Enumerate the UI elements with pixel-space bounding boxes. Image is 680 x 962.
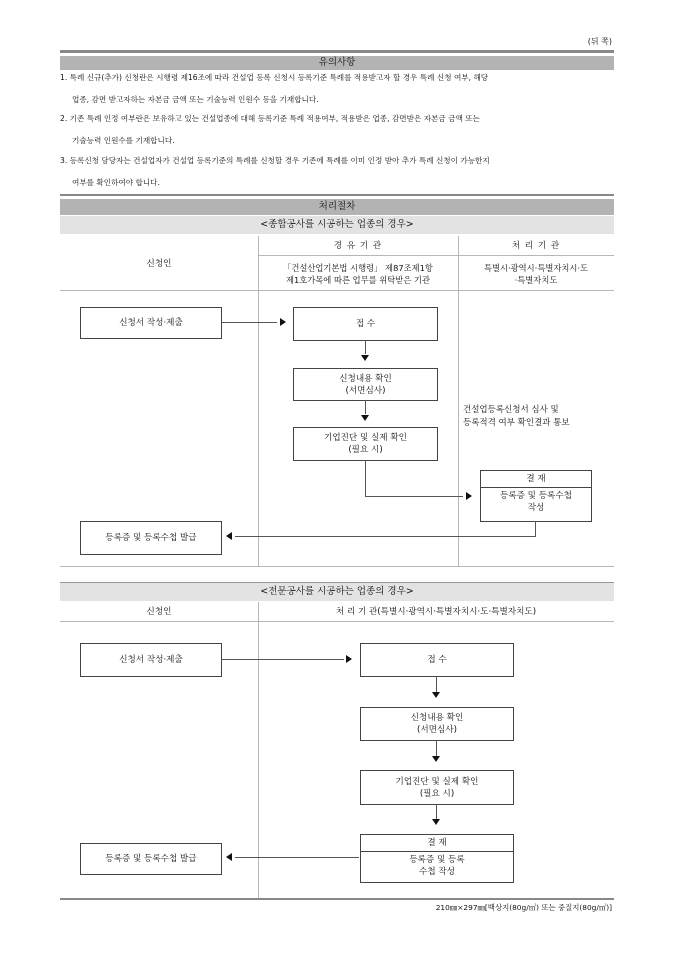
notes-bottom-rule xyxy=(60,194,614,196)
arrow-right-icon xyxy=(280,318,286,326)
general-review-box xyxy=(293,368,438,401)
specialty-header-bottom xyxy=(60,621,614,622)
note-3-line-1: 3. 등록신청 담당자는 건설업자가 건설업 등록기준의 특례를 신청할 경우 기존에 특례를 이미 인정 받아 추가 특례 신청이 가능한지 xyxy=(60,156,490,165)
arrow-down-icon xyxy=(361,415,369,421)
general-col-via-desc-line-2: 제1호가목에 따른 업무를 위탁받은 기관 xyxy=(285,275,431,285)
specialty-issue-box xyxy=(80,843,222,875)
note-2-line-2: 기술능력 인원수를 기재합니다. xyxy=(72,136,175,145)
note-1-line-1: 1. 특례 신규(추가) 신청란은 시행령 제16조에 따라 건설업 등록 신청시 등록기준 특례를 적용받고자 할 경우 특례 신청 여부, 해당 xyxy=(60,73,489,82)
arrow-right-icon xyxy=(346,655,352,663)
general-side-note-line-1: 건설업등록신청서 심사 및 xyxy=(463,405,559,415)
general-receipt-box xyxy=(293,307,438,341)
general-bottom-line xyxy=(60,566,614,567)
note-item-2 xyxy=(60,113,610,146)
general-review-label-2: (서면심사) xyxy=(345,385,386,396)
general-approval-box xyxy=(480,470,592,522)
general-connector-1 xyxy=(365,340,366,354)
specialty-submit-connector xyxy=(221,659,344,660)
general-approval-title: 결 재 xyxy=(481,471,591,488)
general-col-proc-desc-line-2: ·특별자치도 xyxy=(514,275,558,285)
general-col-proc-desc-line-1: 특별시·광역시·특별자치시·도 xyxy=(483,263,589,273)
arrow-down-icon xyxy=(432,756,440,762)
general-subtitle: <종합공사를 시공하는 업종의 경우> xyxy=(60,216,614,234)
general-receipt-label: 접 수 xyxy=(355,319,376,329)
specialty-connector-1 xyxy=(436,676,437,692)
general-issue-box xyxy=(80,521,222,555)
note-item-3 xyxy=(60,155,610,188)
specialty-review-label-1: 신청내용 확인 xyxy=(410,713,464,723)
arrow-down-icon xyxy=(432,692,440,698)
specialty-approval-box xyxy=(360,834,514,883)
general-side-note-line-2: 등록적격 여부 확인결과 통보 xyxy=(463,418,570,428)
general-connector-4 xyxy=(365,496,463,497)
general-col-via-desc-line-1: 「건설산업기본법 시행령」 제87조제1항 xyxy=(283,263,433,273)
specialty-diagnosis-label-2: (필요 시) xyxy=(419,788,455,799)
specialty-connector-3 xyxy=(436,804,437,819)
specialty-approval-sub-2: 수첩 작성 xyxy=(419,867,455,877)
general-side-note xyxy=(458,404,619,430)
general-approval-sub-1: 등록증 및 등록수첩 xyxy=(500,491,572,501)
arrow-left-icon xyxy=(226,853,232,861)
specialty-col-divider xyxy=(258,602,259,898)
general-col-applicant: 신청인 xyxy=(146,259,172,269)
general-col-proc-desc xyxy=(458,262,614,286)
specialty-diagnosis-box xyxy=(360,770,514,805)
arrow-left-icon xyxy=(226,532,232,540)
bottom-rule xyxy=(60,898,614,900)
general-diagnosis-box xyxy=(293,427,438,461)
general-connector-5 xyxy=(535,521,536,536)
general-connector-2 xyxy=(365,400,366,414)
general-header-divider xyxy=(258,255,614,256)
general-diagnosis-label-1: 기업진단 및 실제 확인 xyxy=(324,433,407,443)
general-col-via: 경 유 기 관 xyxy=(333,241,383,251)
general-submit-label: 신청서 작성·제출 xyxy=(119,318,183,328)
arrow-down-icon xyxy=(361,355,369,361)
general-submit-box xyxy=(80,307,222,339)
general-header-bottom xyxy=(60,290,614,291)
specialty-approval-title: 결 재 xyxy=(361,835,513,852)
specialty-receipt-label: 접 수 xyxy=(427,655,447,665)
specialty-connector-2 xyxy=(436,740,437,756)
procedure-title: 처리절차 xyxy=(60,199,614,215)
note-1-line-2: 업종, 감면 받고자하는 자본금 금액 또는 기술능력 인원수 등을 기재합니다. xyxy=(72,95,319,104)
note-3-line-2: 여부를 확인하여야 합니다. xyxy=(72,178,160,187)
specialty-submit-box xyxy=(80,643,222,677)
notes-title: 유의사항 xyxy=(60,56,614,70)
specialty-review-label-2: (서면심사) xyxy=(417,725,457,735)
note-2-line-1: 2. 기존 특례 인정 여부란은 보유하고 있는 건설업종에 대해 등록기준 특례 적용여부, 적용받은 업종, 감면받은 자본금 금액 또는 xyxy=(60,114,480,123)
specialty-issue-connector xyxy=(235,857,359,858)
general-submit-connector xyxy=(221,322,277,323)
specialty-subtitle: <전문공사를 시공하는 업종의 경우> xyxy=(60,583,614,601)
general-approval-sub-2: 작성 xyxy=(527,503,545,513)
specialty-review-box xyxy=(360,707,514,741)
note-item-1 xyxy=(60,72,610,105)
specialty-col-applicant: 신청인 xyxy=(146,607,172,617)
specialty-col-proc: 처 리 기 관(특별시·광역시·특별자치시·도·특별자치도) xyxy=(335,607,537,617)
general-issue-label: 등록증 및 등록수첩 발급 xyxy=(105,533,197,543)
page-side-label: (뒤 쪽) xyxy=(587,37,612,46)
specialty-approval-sub-1: 등록증 및 등록 xyxy=(409,855,465,865)
general-connector-3 xyxy=(365,460,366,496)
general-diagnosis-label-2: (필요 시) xyxy=(348,445,383,455)
general-col-via-desc xyxy=(258,262,458,286)
top-rule xyxy=(60,50,614,53)
specialty-issue-label: 등록증 및 등록수첩 발급 xyxy=(105,854,197,864)
arrow-down-icon xyxy=(432,819,440,825)
specialty-submit-label: 신청서 작성·제출 xyxy=(119,655,183,665)
arrow-right-icon xyxy=(466,492,472,500)
general-review-label-1: 신청내용 확인 xyxy=(339,373,392,384)
specialty-diagnosis-label-1: 기업진단 및 실제 확인 xyxy=(395,776,479,787)
paper-spec-footer: 210㎜×297㎜[백상지(80g/㎡) 또는 중질지(80g/㎡)] xyxy=(435,903,612,912)
general-col-proc: 처 리 기 관 xyxy=(511,241,561,251)
specialty-receipt-box xyxy=(360,643,514,677)
general-connector-6 xyxy=(235,536,536,537)
